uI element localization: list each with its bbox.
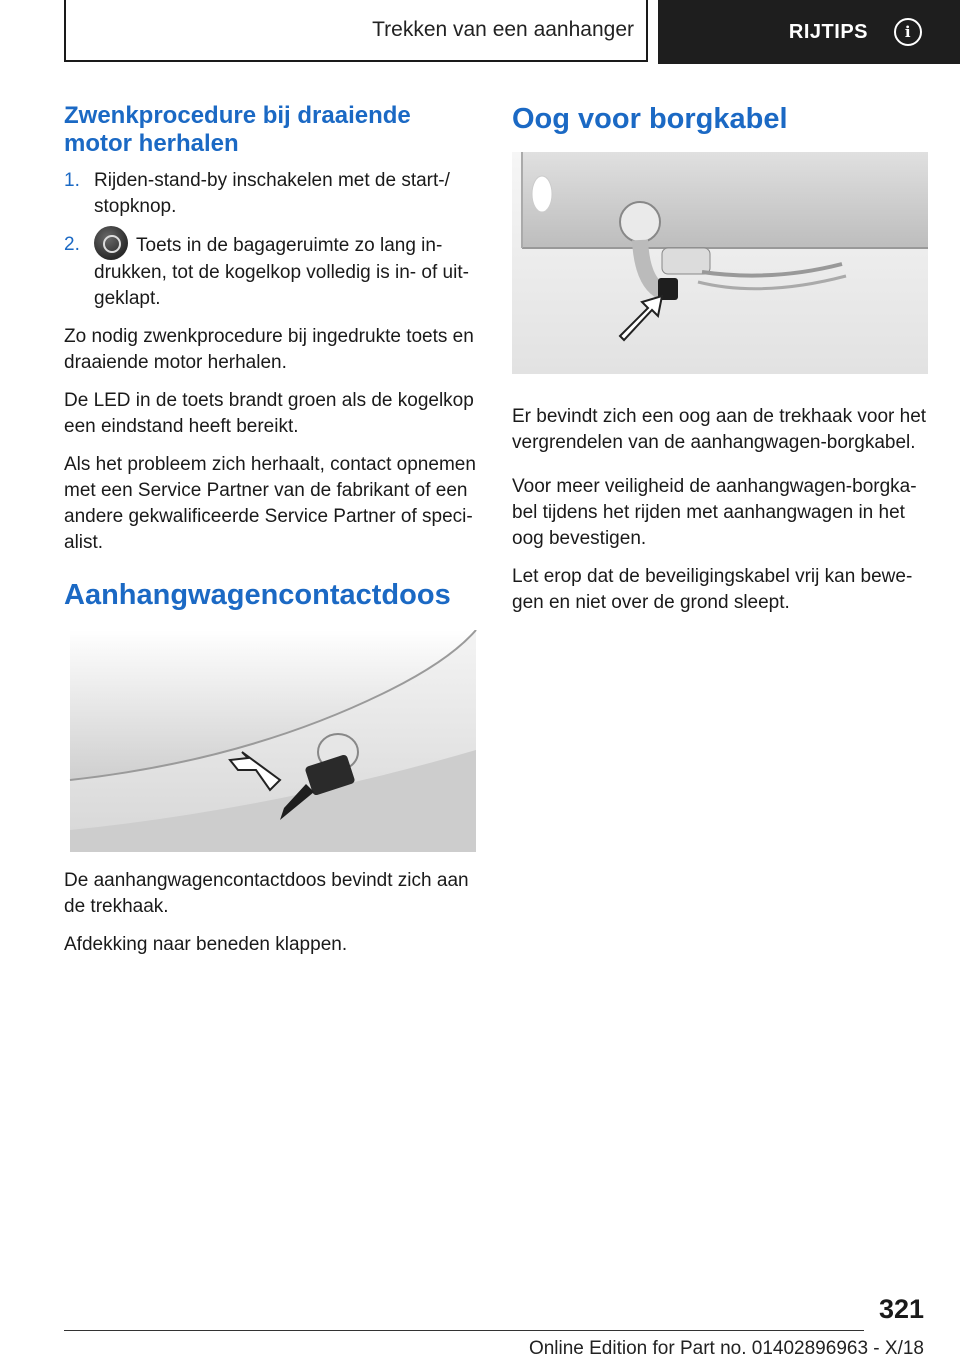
paragraph: De aanhangwagencontactdoos bevindt zich aan de trekhaak.: [64, 870, 469, 917]
left-column: [64, 102, 482, 970]
trailer-socket-image: [64, 630, 482, 852]
chapter-title: RIJTIPS: [788, 20, 868, 43]
info-icon: i: [894, 18, 922, 46]
running-header: [64, 0, 648, 62]
paragraph: De LED in de toets brandt groen als de kogelkop een eindstand heeft bereikt.: [64, 390, 474, 437]
safety-cable-eye-image: [512, 152, 928, 374]
paragraph: Zo nodig zwenkprocedure bij ingedrukte toets en draaiende motor herhalen.: [64, 326, 474, 373]
towbar-button-icon: [94, 226, 128, 260]
paragraph: Let erop dat de beveiligingskabel vrij kan bewe-gen en niet over de grond sleept.: [512, 566, 913, 613]
step-number: 1.: [64, 170, 80, 191]
step-text: Toets in de bagageruimte zo lang in-drukken, tot de kogelkop volledig is in- of uit-geklapt.: [94, 235, 469, 309]
step-text: Rijden-stand-by inschakelen met de start-/ stopknop.: [94, 170, 450, 217]
list-item: [64, 232, 482, 312]
heading-swivel-procedure: Zwenkprocedure bij draaiende motor herhalen: [64, 102, 411, 157]
chapter-tab: [658, 0, 960, 64]
heading-trailer-socket: Aanhangwagencontactdoos: [64, 579, 451, 611]
paragraph: Als het probleem zich herhaalt, contact opnemen met een Service Partner van de fabrikant of een andere gekwalificeerde Service Partner of speci-alist.: [64, 454, 476, 553]
step-number: 2.: [64, 234, 80, 255]
paragraph: Er bevindt zich een oog aan de trekhaak voor het vergrendelen van de aanhangwagen-borgkabel.: [512, 406, 927, 453]
step-list: [64, 168, 482, 312]
page-number: 321: [878, 1294, 924, 1324]
section-title: Trekken van een aanhanger: [372, 18, 634, 41]
paragraph: Voor meer veiligheid de aanhangwagen-borgka-bel tijdens het rijden met aanhangwagen in het oog bevestigen.: [512, 476, 917, 549]
paragraph: Afdekking naar beneden klappen.: [64, 934, 348, 955]
footer-divider: [64, 1330, 864, 1331]
right-column: [512, 102, 928, 628]
edition-note: Online Edition for Part no. 01402896963 - X/18: [528, 1338, 924, 1359]
heading-safety-cable-eye: Oog voor borgkabel: [512, 103, 788, 135]
list-item: [64, 168, 482, 220]
